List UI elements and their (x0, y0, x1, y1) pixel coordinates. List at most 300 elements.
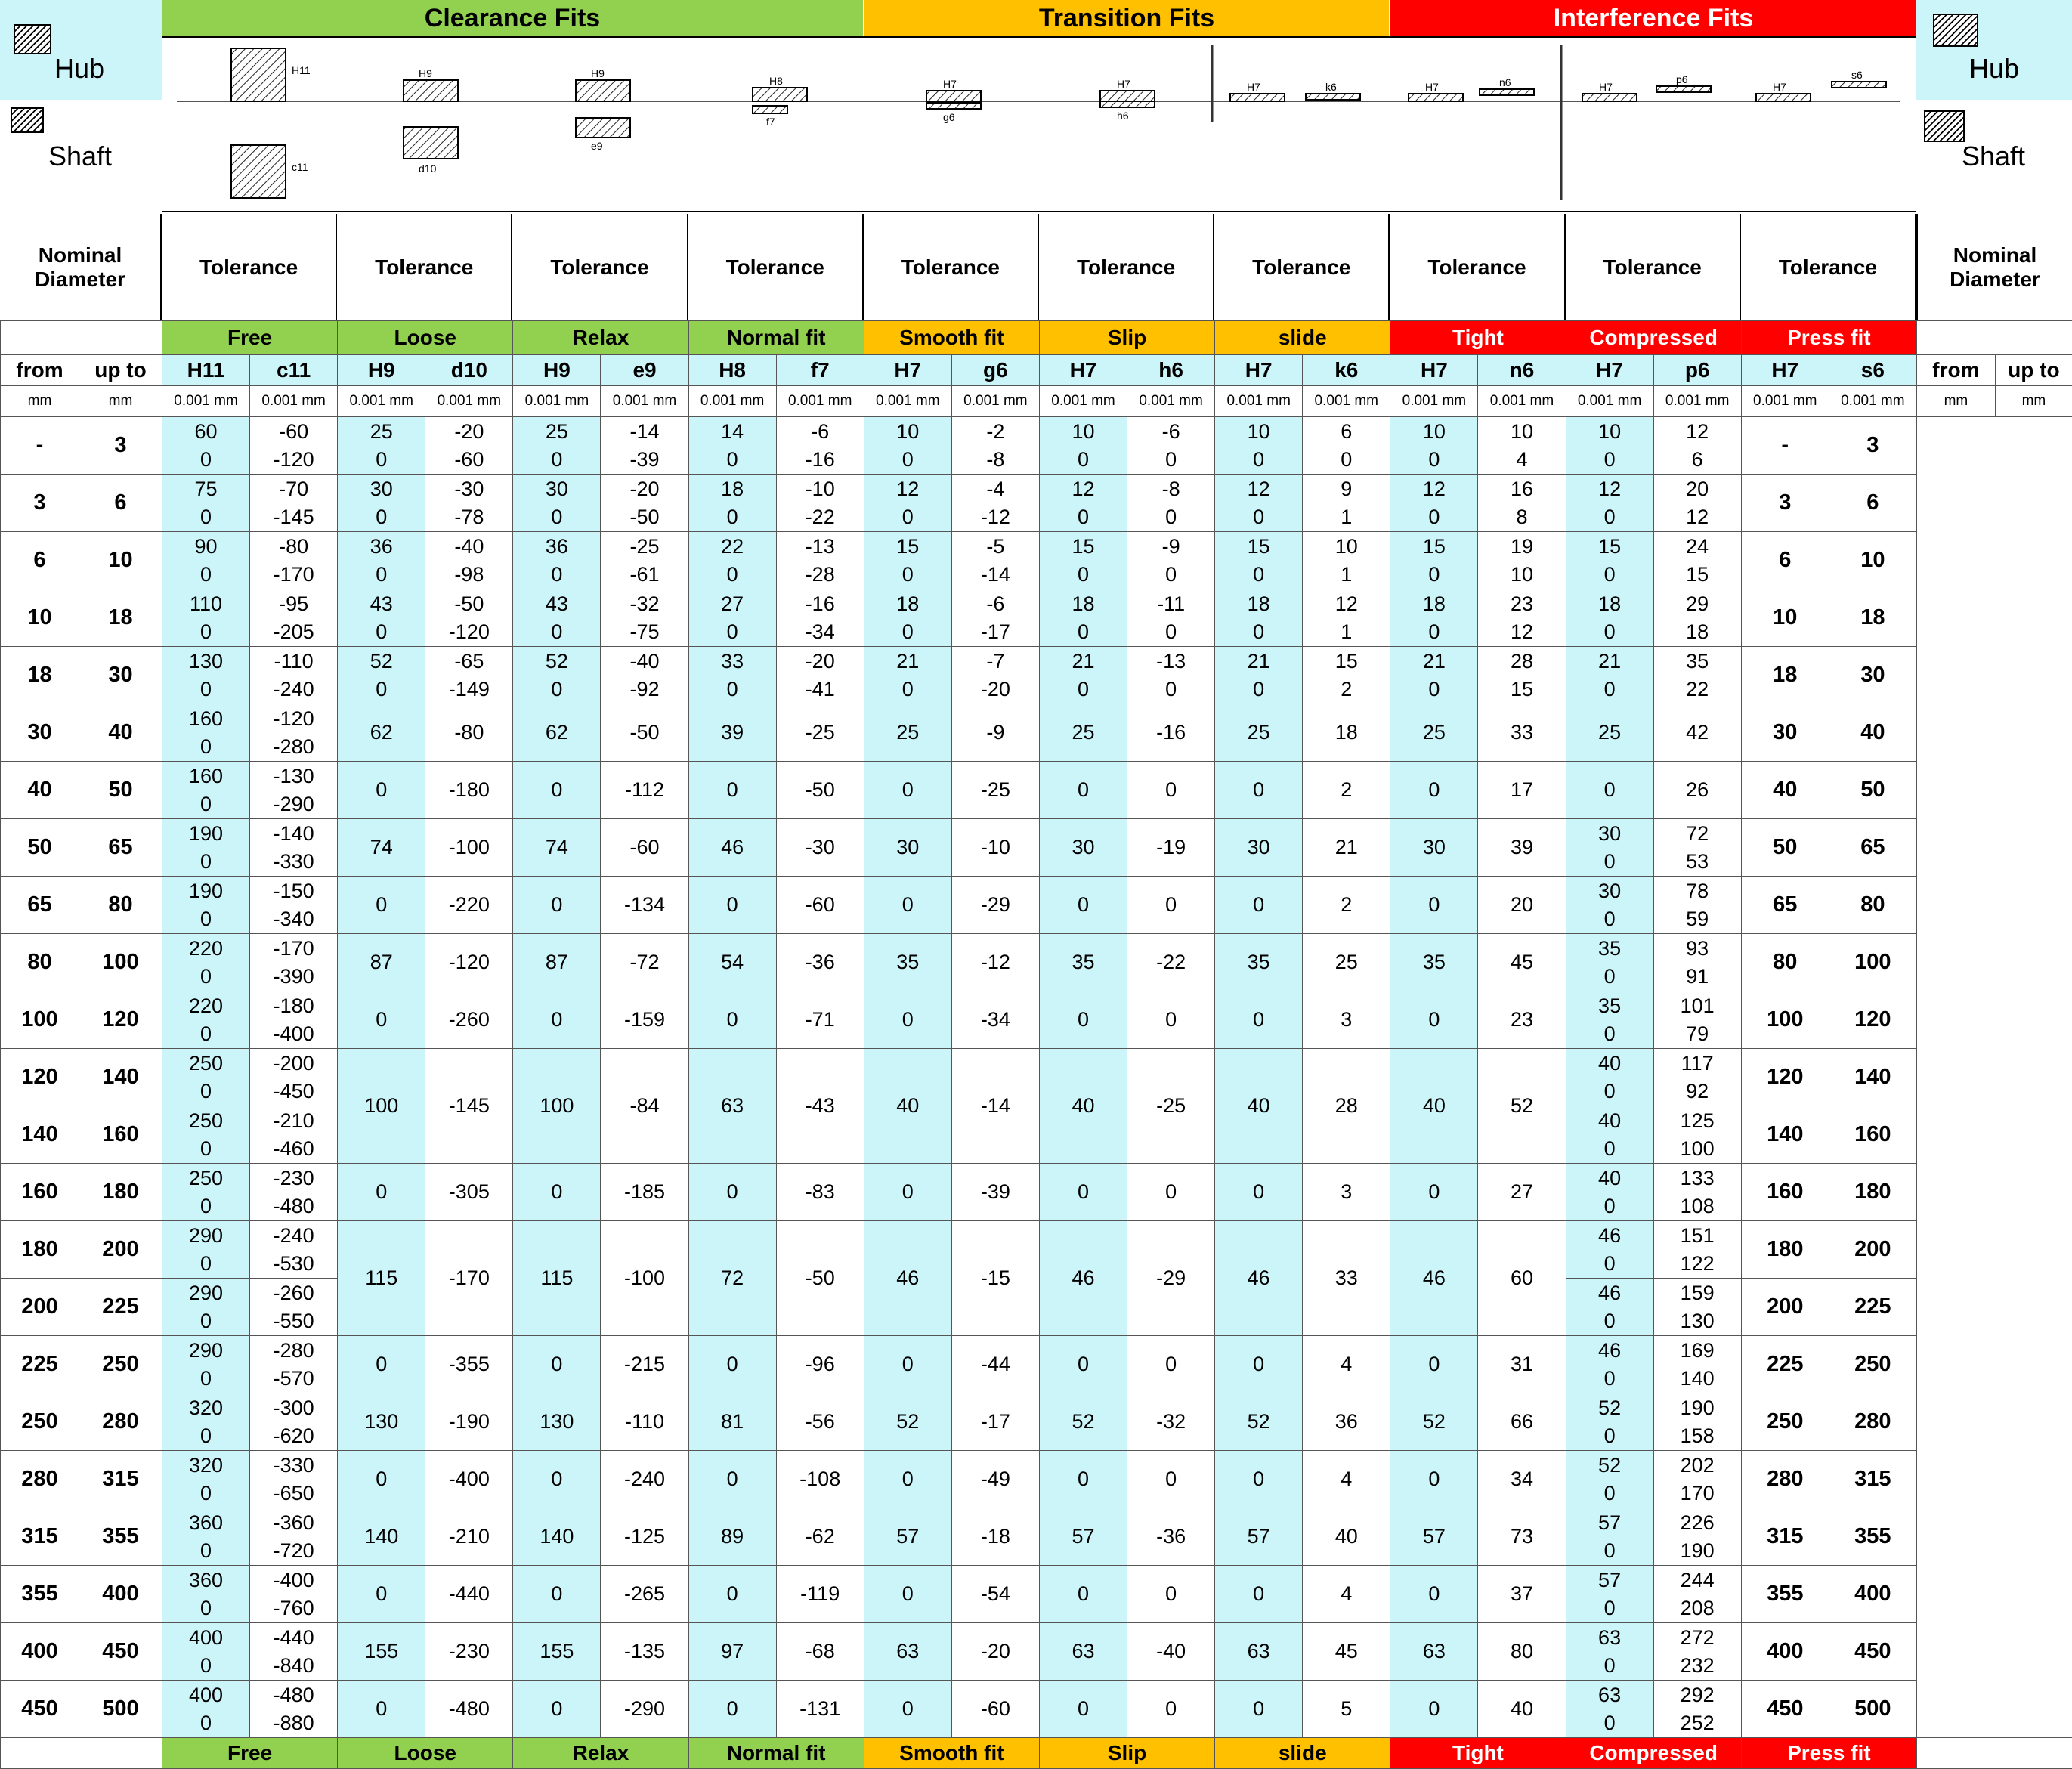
lower-deviation: -14 (952, 561, 1039, 589)
upper-deviation: 19 (1478, 533, 1565, 561)
tolerance-lower: 0 (1039, 1451, 1127, 1508)
h7-zone (926, 91, 981, 101)
tolerance-lower: 0 (1390, 1451, 1478, 1508)
tolerance-header-8: Tolerance (1390, 214, 1565, 320)
from-value: 140 (1741, 1106, 1829, 1164)
tolerance-upper: 73 (1478, 1508, 1566, 1566)
lower-deviation: -16 (777, 446, 864, 474)
from-value: 250 (1741, 1393, 1829, 1451)
tolerance-upper: 25 (1303, 934, 1390, 991)
tolerance-upper: -210 (425, 1508, 513, 1566)
tolerance-upper: 62 (338, 704, 425, 762)
press-s6-value (1653, 877, 1741, 934)
upper-deviation: 43 (338, 590, 425, 618)
lower-deviation: 0 (162, 790, 249, 818)
from-value: 10 (1, 589, 79, 647)
fit-label-slip: Slip (1039, 321, 1214, 355)
upto-value: 160 (79, 1106, 162, 1164)
tolerance-value (1653, 647, 1741, 704)
lower-deviation: -330 (250, 848, 337, 876)
tolerance-upper: 39 (1478, 819, 1566, 877)
p6-zone (1656, 86, 1711, 92)
h11-value (162, 532, 250, 589)
tolerance-upper: 46 (1215, 1221, 1303, 1336)
tolerance-upper: -18 (951, 1508, 1039, 1566)
tolerance-lower: 0 (1390, 762, 1478, 819)
tolerance-value (1390, 475, 1478, 532)
tolerance-upper: 33 (1303, 1221, 1390, 1336)
upto-value: 40 (1829, 704, 1916, 762)
shaft-code-header: h6 (1127, 355, 1215, 386)
tolerance-value (688, 532, 776, 589)
tolerance-value (688, 417, 776, 475)
upper-deviation: 28 (1478, 648, 1565, 676)
upto-value: 200 (1829, 1221, 1916, 1279)
hub-label-right: Hub (1969, 53, 2019, 85)
upper-deviation: 10 (1478, 418, 1565, 446)
shaft-code-header: s6 (1829, 355, 1916, 386)
lower-deviation: 0 (1215, 561, 1302, 589)
c11-value (250, 1623, 338, 1681)
tolerance-lower: 4 (1303, 1566, 1390, 1623)
clearance-fits-banner: Clearance Fits (162, 0, 864, 36)
hub-legend-right (1916, 0, 2072, 101)
tolerance-value (425, 417, 513, 475)
press-s6-value (1653, 1279, 1741, 1336)
d10-zone (404, 127, 458, 159)
tolerance-value (1478, 647, 1566, 704)
tolerance-upper: 140 (338, 1508, 425, 1566)
table-row (1, 934, 2072, 991)
tolerance-lower: 0 (1215, 1336, 1303, 1393)
hub-code-header: H7 (864, 355, 951, 386)
press-h7-value (1566, 1393, 1653, 1451)
lower-deviation: 12 (1654, 503, 1741, 531)
c11-value (250, 532, 338, 589)
tolerance-upper: 57 (1390, 1508, 1478, 1566)
upper-deviation: 36 (513, 533, 600, 561)
tolerance-upper: 57 (864, 1508, 951, 1566)
tolerance-value (338, 589, 425, 647)
lower-deviation: 0 (1566, 676, 1653, 704)
tolerance-upper: 63 (688, 1049, 776, 1164)
upto-value: 225 (1829, 1279, 1916, 1336)
tolerance-value (1478, 417, 1566, 475)
tolerance-value (1303, 532, 1390, 589)
lower-deviation: 158 (1654, 1422, 1741, 1450)
press-h7-value (1566, 877, 1653, 934)
lower-deviation: -620 (250, 1422, 337, 1450)
tolerance-lower: 0 (1039, 762, 1127, 819)
diagram-label-p6: p6 (1676, 73, 1688, 85)
lower-deviation: 122 (1654, 1250, 1741, 1278)
h9-zone (576, 80, 630, 101)
from-value: 80 (1741, 934, 1829, 991)
tolerance-value (513, 475, 601, 532)
h7-zone (1409, 94, 1463, 101)
from-value: 355 (1741, 1566, 1829, 1623)
tolerance-lower: -29 (951, 877, 1039, 934)
unit-micron: 0.001 mm (1390, 386, 1478, 417)
lower-deviation: 0 (162, 1020, 249, 1048)
upper-deviation: 151 (1654, 1222, 1741, 1250)
tolerance-lower: -290 (601, 1681, 688, 1738)
upper-deviation: -180 (250, 992, 337, 1020)
lower-deviation: -149 (425, 676, 512, 704)
hub-code-header: H7 (1390, 355, 1478, 386)
lower-deviation: 108 (1654, 1192, 1741, 1220)
from-value: 10 (1741, 589, 1829, 647)
tolerance-lower: -83 (776, 1164, 864, 1221)
lower-deviation: -450 (250, 1078, 337, 1106)
lower-deviation: 12 (1478, 618, 1565, 646)
tolerance-value (1653, 589, 1741, 647)
unit-micron: 0.001 mm (1566, 386, 1653, 417)
table-row (1, 532, 2072, 589)
tolerance-upper: -10 (951, 819, 1039, 877)
lower-deviation: -530 (250, 1250, 337, 1278)
press-h7-value (1566, 1623, 1653, 1681)
lower-deviation: 0 (689, 676, 776, 704)
tolerance-upper: 40 (1039, 1049, 1127, 1164)
h11-value (162, 991, 250, 1049)
upper-deviation: -9 (1127, 533, 1214, 561)
h7-zone (1582, 94, 1637, 101)
tolerance-value (1390, 589, 1478, 647)
tolerance-upper: 40 (1215, 1049, 1303, 1164)
unit-micron: 0.001 mm (1829, 386, 1916, 417)
lower-deviation: 130 (1654, 1307, 1741, 1335)
from-value: 355 (1, 1566, 79, 1623)
lower-deviation: 0 (162, 1594, 249, 1622)
tolerance-lower: 27 (1478, 1164, 1566, 1221)
lower-deviation: 0 (162, 1307, 249, 1335)
upper-deviation: 18 (689, 475, 776, 503)
lower-deviation: 0 (1127, 503, 1214, 531)
tolerance-lower: 0 (1127, 877, 1215, 934)
tolerance-upper: -230 (425, 1623, 513, 1681)
unit-micron: 0.001 mm (1653, 386, 1741, 417)
tolerance-upper: 35 (1039, 934, 1127, 991)
c11-value (250, 1336, 338, 1393)
upper-deviation: -13 (777, 533, 864, 561)
tolerance-value (951, 475, 1039, 532)
tolerance-value (338, 475, 425, 532)
lower-deviation: 0 (1566, 1192, 1653, 1220)
lower-deviation: 0 (1566, 1652, 1653, 1680)
tolerance-upper: 46 (864, 1221, 951, 1336)
upper-deviation: 60 (162, 418, 249, 446)
table-row (1, 647, 2072, 704)
tolerance-lower: 0 (513, 762, 601, 819)
lower-deviation: -205 (250, 618, 337, 646)
lower-deviation: 0 (513, 503, 600, 531)
hub-label-left: Hub (54, 53, 104, 85)
fit-label-tight: Tight (1390, 321, 1566, 355)
upper-deviation: 18 (1390, 590, 1477, 618)
tolerance-upper: -22 (1127, 934, 1215, 991)
shaft-legend-left (0, 101, 162, 214)
upper-deviation: -8 (1127, 475, 1214, 503)
tolerance-value (1390, 647, 1478, 704)
tolerance-lower: 0 (1215, 1164, 1303, 1221)
lower-deviation: -120 (250, 446, 337, 474)
table-row (1, 417, 2072, 475)
upper-deviation: 33 (689, 648, 776, 676)
h11-value (162, 589, 250, 647)
h11-value (162, 1451, 250, 1508)
upper-deviation: 15 (1390, 533, 1477, 561)
c11-value (250, 991, 338, 1049)
tolerance-value (688, 475, 776, 532)
upper-deviation: 63 (1566, 1624, 1653, 1652)
press-h7-value (1566, 1221, 1653, 1279)
tolerance-value (513, 589, 601, 647)
from-value: 40 (1, 762, 79, 819)
lower-deviation: -34 (777, 618, 864, 646)
lower-deviation: 0 (162, 905, 249, 933)
upper-deviation: 25 (338, 418, 425, 446)
tolerance-upper: -36 (1127, 1508, 1215, 1566)
tolerance-value (1390, 532, 1478, 589)
upper-deviation: -60 (250, 418, 337, 446)
h11-value (162, 934, 250, 991)
tolerance-lower: -215 (601, 1336, 688, 1393)
upper-deviation: -6 (777, 418, 864, 446)
upper-deviation: 52 (513, 648, 600, 676)
shaft-code-header: e9 (601, 355, 688, 386)
upper-deviation: 110 (162, 590, 249, 618)
upper-deviation: 15 (864, 533, 951, 561)
tolerance-upper: 46 (688, 819, 776, 877)
tolerance-upper: -135 (601, 1623, 688, 1681)
tolerance-upper: 42 (1653, 704, 1741, 762)
tolerance-upper: 63 (1039, 1623, 1127, 1681)
lower-deviation: 0 (338, 561, 425, 589)
tolerance-value (425, 647, 513, 704)
from-value: 250 (1, 1393, 79, 1451)
h11-value (162, 1221, 250, 1279)
tolerance-lower: 0 (1390, 877, 1478, 934)
tolerance-upper: 35 (1390, 934, 1478, 991)
tolerance-value (1566, 647, 1653, 704)
upper-deviation: -7 (952, 648, 1039, 676)
c11-value (250, 1279, 338, 1336)
tolerance-value (338, 647, 425, 704)
upper-deviation: 290 (162, 1337, 249, 1365)
lower-deviation: 0 (689, 618, 776, 646)
lower-deviation: -98 (425, 561, 512, 589)
lower-deviation: 0 (338, 503, 425, 531)
upper-deviation: 12 (1654, 418, 1741, 446)
press-s6-value (1653, 1623, 1741, 1681)
lower-deviation: -145 (250, 503, 337, 531)
lower-deviation: 0 (1566, 848, 1653, 876)
from-header: from (1, 355, 79, 386)
upper-deviation: -70 (250, 475, 337, 503)
tolerance-value (1303, 475, 1390, 532)
tolerance-value (688, 589, 776, 647)
fit-label-compressed: Compressed (1566, 321, 1741, 355)
upper-deviation: 40 (1566, 1050, 1653, 1078)
press-s6-value (1653, 934, 1741, 991)
upper-deviation: -210 (250, 1107, 337, 1135)
upto-value: 10 (1829, 532, 1916, 589)
tolerance-value (951, 589, 1039, 647)
lower-deviation: 53 (1654, 848, 1741, 876)
tolerance-lower: -50 (776, 762, 864, 819)
lower-deviation: 0 (1390, 446, 1477, 474)
tolerance-lower: -400 (425, 1451, 513, 1508)
press-h7-value (1566, 1451, 1653, 1508)
from-value: - (1, 417, 79, 475)
tolerance-lower: 0 (864, 762, 951, 819)
upper-deviation: 292 (1654, 1681, 1741, 1709)
tolerance-value (601, 647, 688, 704)
tolerance-lower: 0 (864, 1566, 951, 1623)
upper-deviation: 10 (864, 418, 951, 446)
tolerance-code-row (1, 355, 2072, 386)
table-row (1, 1681, 2072, 1738)
lower-deviation: 100 (1654, 1135, 1741, 1163)
lower-deviation: -840 (250, 1652, 337, 1680)
fits-table-wrapper (0, 320, 2072, 1769)
tolerance-upper: 74 (513, 819, 601, 877)
h11-value (162, 762, 250, 819)
unit-mm: mm (79, 386, 162, 417)
tolerance-lower: -71 (776, 991, 864, 1049)
upto-value: 80 (1829, 877, 1916, 934)
lower-deviation: -760 (250, 1594, 337, 1622)
tolerance-lower: 5 (1303, 1681, 1390, 1738)
c11-value (250, 1681, 338, 1738)
tolerance-lower: -131 (776, 1681, 864, 1738)
tolerance-value (1478, 532, 1566, 589)
fit-label-tight: Tight (1390, 1738, 1566, 1769)
lower-deviation: 0 (162, 733, 249, 761)
press-s6-value (1653, 1393, 1741, 1451)
spacer-cell (1916, 1738, 2072, 1769)
h11-value (162, 1508, 250, 1566)
tolerance-value (1215, 532, 1303, 589)
tolerance-upper: -16 (1127, 704, 1215, 762)
tolerance-lower: -54 (951, 1566, 1039, 1623)
fit-label-slide: slide (1215, 321, 1390, 355)
unit-micron: 0.001 mm (162, 386, 250, 417)
lower-deviation: 0 (1566, 503, 1653, 531)
s6-zone (1832, 82, 1886, 88)
upper-deviation: 15 (1215, 533, 1302, 561)
tolerance-upper: -15 (951, 1221, 1039, 1336)
tolerance-lower: 4 (1303, 1451, 1390, 1508)
lower-deviation: 0 (1566, 1537, 1653, 1565)
diagram-label-h7: H7 (1599, 81, 1613, 93)
tolerance-lower: -240 (601, 1451, 688, 1508)
from-value: 315 (1, 1508, 79, 1566)
h11-value (162, 1566, 250, 1623)
shaft-code-header: p6 (1653, 355, 1741, 386)
tolerance-lower: 0 (1127, 1681, 1215, 1738)
upper-deviation: 24 (1654, 533, 1741, 561)
upper-deviation: -170 (250, 935, 337, 963)
tolerance-lower: -260 (425, 991, 513, 1049)
from-value: 160 (1741, 1164, 1829, 1221)
from-value: 18 (1, 647, 79, 704)
from-value: 65 (1, 877, 79, 934)
upper-deviation: 190 (162, 820, 249, 848)
lower-deviation: 0 (1215, 503, 1302, 531)
shaft-label-right: Shaft (1962, 141, 2025, 172)
fit-label-relax: Relax (513, 1738, 688, 1769)
upper-deviation: 130 (162, 648, 249, 676)
lower-deviation: 252 (1654, 1709, 1741, 1737)
shaft-hatch-icon (1924, 110, 1965, 142)
upto-value: 280 (1829, 1393, 1916, 1451)
from-value: 315 (1741, 1508, 1829, 1566)
unit-mm: mm (1, 386, 79, 417)
tolerance-upper: 57 (1215, 1508, 1303, 1566)
tolerance-lower: 4 (1303, 1336, 1390, 1393)
unit-micron: 0.001 mm (1741, 386, 1829, 417)
tolerance-upper: 87 (338, 934, 425, 991)
tolerance-upper: -84 (601, 1049, 688, 1164)
lower-deviation: 0 (162, 1250, 249, 1278)
from-value: 3 (1, 475, 79, 532)
tolerance-upper: -80 (425, 704, 513, 762)
lower-deviation: -50 (601, 503, 688, 531)
tolerance-upper: 115 (513, 1221, 601, 1336)
from-value: 400 (1, 1623, 79, 1681)
diagram-label-h6: h6 (1117, 110, 1129, 122)
g6-zone (926, 103, 981, 109)
lower-deviation: -290 (250, 790, 337, 818)
tolerance-upper: 100 (338, 1049, 425, 1164)
tolerance-lower: 0 (338, 1336, 425, 1393)
upper-deviation: 15 (1303, 648, 1390, 676)
upper-deviation: 10 (1040, 418, 1127, 446)
upper-deviation: -5 (952, 533, 1039, 561)
tolerance-upper: -14 (951, 1049, 1039, 1164)
tolerance-value (601, 475, 688, 532)
upper-deviation: 21 (864, 648, 951, 676)
lower-deviation: 0 (1566, 1078, 1653, 1106)
upto-value: 3 (79, 417, 162, 475)
tolerance-upper: 25 (1039, 704, 1127, 762)
upper-deviation: 22 (689, 533, 776, 561)
press-s6-value (1653, 819, 1741, 877)
tolerance-value (1127, 417, 1215, 475)
diagram-label-h7: H7 (1117, 78, 1130, 90)
table-row (1, 1508, 2072, 1566)
tolerance-lower: 0 (1215, 1566, 1303, 1623)
upper-deviation: -140 (250, 820, 337, 848)
upto-value: 50 (79, 762, 162, 819)
tolerance-upper: 81 (688, 1393, 776, 1451)
table-row (1, 1164, 2072, 1221)
from-value: 50 (1741, 819, 1829, 877)
lower-deviation: 0 (513, 676, 600, 704)
upto-value: 140 (79, 1049, 162, 1106)
upper-deviation: 57 (1566, 1566, 1653, 1594)
lower-deviation: 0 (162, 1422, 249, 1450)
press-h7-value (1566, 934, 1653, 991)
table-row (1, 704, 2072, 762)
upper-deviation: 46 (1566, 1222, 1653, 1250)
c11-value (250, 1393, 338, 1451)
upper-deviation: 244 (1654, 1566, 1741, 1594)
unit-micron: 0.001 mm (601, 386, 688, 417)
from-value: 280 (1, 1451, 79, 1508)
